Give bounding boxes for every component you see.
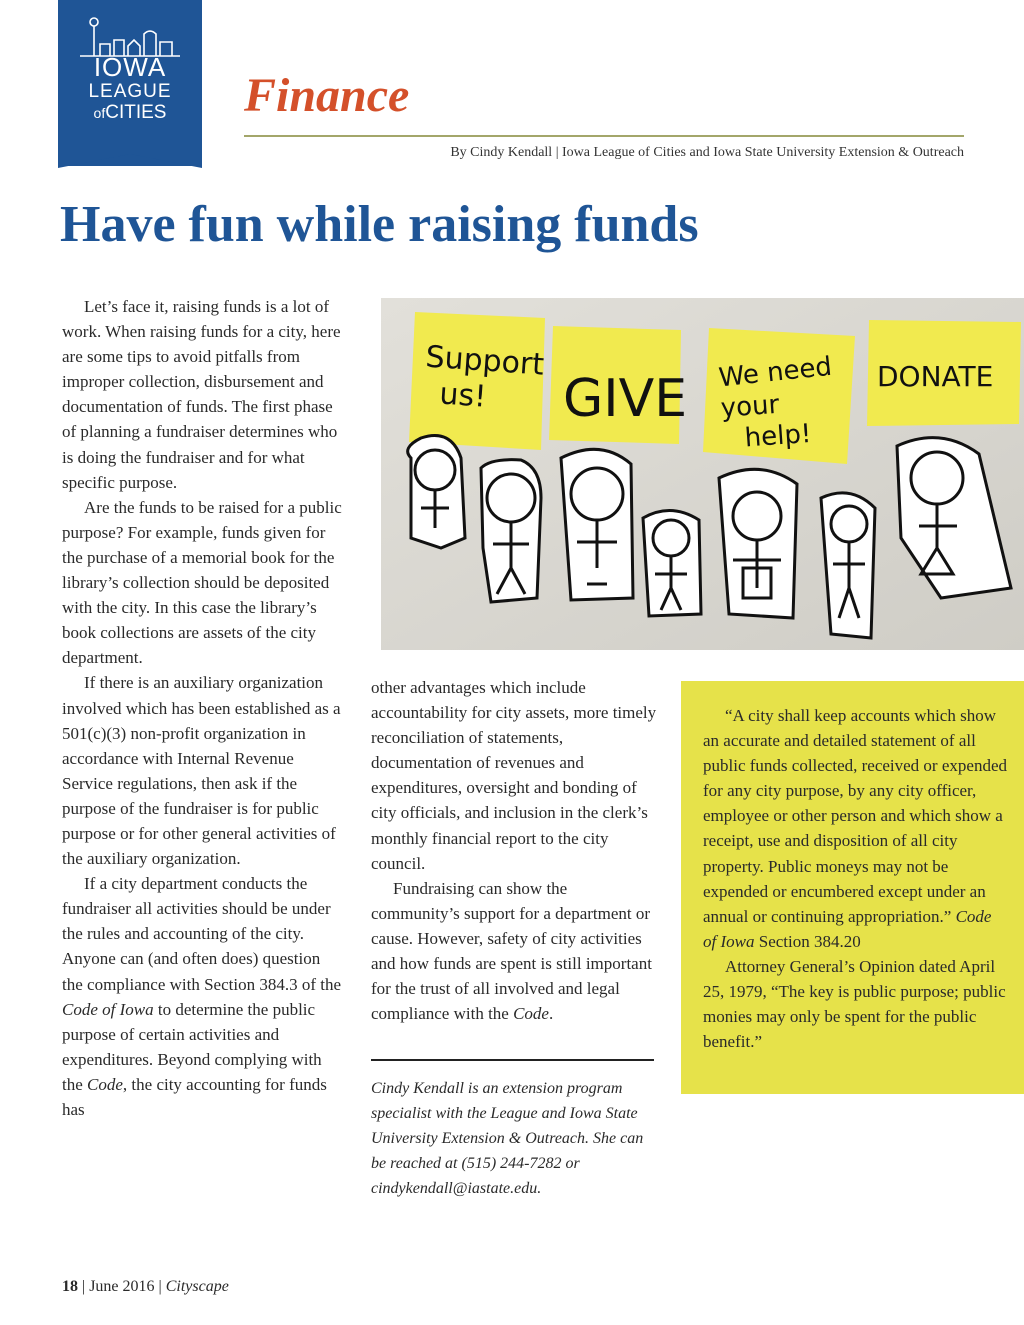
sign-we-need: We need	[717, 351, 834, 394]
sign-give: GIVE	[563, 369, 688, 429]
article-headline: Have fun while raising funds	[60, 196, 699, 253]
paragraph: Fundraising can show the community’s support for a department or cause. However, safety of city activities and how funds are spent is still important for the trust of all involved and legal compliance with the Code.	[371, 878, 652, 1024]
page-footer	[62, 1278, 229, 1296]
badge-notch	[58, 150, 202, 168]
code-citation: Code of Iowa	[703, 906, 992, 951]
issue-date: June 2016	[89, 1278, 155, 1295]
paragraph: If there is an auxiliary organization involved which has been established as a 501(c)(3) non-profit organization in accordance with Internal Revenue Service regulations, then ask if the purpose of the fundraiser is for public purpose or for other general activities of the auxiliary organization.	[62, 673, 341, 869]
byline: By Cindy Kendall | Iowa League of Cities and Iowa State University Extension & Outreach	[450, 145, 964, 160]
code-reference: Code	[513, 1004, 549, 1024]
sticky-note-donate	[867, 320, 1021, 426]
footer-separator: |	[158, 1278, 162, 1295]
paragraph: other advantages which include accountability for city assets, more timely reconciliation of statements, documentation of revenues and expenditures, oversight and bonding of city officials, and inclusion in the clerk’s monthly financial report to the city council.	[371, 678, 657, 873]
sign-support: Support	[424, 339, 546, 383]
article-column-2	[371, 675, 657, 1026]
sticky-note-give	[549, 326, 687, 444]
logo-line-cities	[58, 103, 202, 122]
footer-separator: |	[82, 1278, 86, 1295]
logo-line-iowa: IOWA	[93, 52, 167, 82]
sticky-note-support	[409, 312, 545, 450]
ag-opinion: Attorney General’s Opinion dated April 25, 1979, “The key is public purpose; public monies may only be spent for the public benefit.”	[703, 956, 1006, 1052]
paragraph: Let’s face it, raising funds is a lot of work. When raising funds for a city, here are some tips to avoid pitfalls from improper collection, disbursement and documentation of funds. The first phase of planning a fundraiser determines who is doing the fundraiser and for what specific purpose.	[62, 297, 341, 492]
paragraph: If a city department conducts the fundraiser all activities should be under the rules and accounting of the city. Anyone can (and often does) question the compliance with Section 384.3 of the Code of Iowa to determine the public purpose of certain activities and expenditures. Beyond complying with the Code, the city accounting for funds has	[62, 874, 342, 1119]
sign-us: us!	[438, 376, 488, 415]
logo-of: of	[93, 105, 106, 121]
code-reference: Code of Iowa	[62, 999, 154, 1019]
fundraising-photo	[381, 298, 1024, 650]
logo-wordmark	[58, 54, 202, 122]
logo-cities: CITIES	[105, 102, 167, 123]
page-number: 18	[62, 1278, 78, 1295]
section-title: Finance	[244, 69, 410, 122]
sticky-note-help	[703, 328, 855, 464]
code-reference: Code	[87, 1074, 123, 1094]
bio-divider	[371, 1059, 654, 1061]
logo-line-league: LEAGUE	[88, 81, 172, 102]
publication-name: Cityscape	[165, 1278, 229, 1295]
paragraph: Are the funds to be raised for a public purpose? For example, funds given for the purchase of a memorial book for the library’s collection should be deposited with the city. In this case the library’s book collections are assets of the city department.	[62, 497, 342, 668]
sign-help: help!	[743, 418, 813, 454]
quote-callout-text	[703, 703, 1007, 1054]
code-quote: “A city shall keep accounts which show an accurate and detailed statement of all public funds collected, received or expended for any city purpose, by any city officer, employee or other person and which show a receipt, use and disposition of all city property. Public moneys may not be expended or encumbered except under an annual or continuing appropriation.” Code of Iowa Section 384.20	[703, 706, 1007, 951]
article-column-1	[62, 294, 344, 1122]
header-rule	[244, 135, 964, 137]
sign-your: your	[719, 389, 781, 424]
author-bio: Cindy Kendall is an extension program specialist with the League and Iowa State University Extension & Outreach. She can be reached at (515) 244-7282 or cindykendall@iastate.edu.	[371, 1080, 644, 1198]
sign-donate: DONATE	[877, 360, 994, 393]
